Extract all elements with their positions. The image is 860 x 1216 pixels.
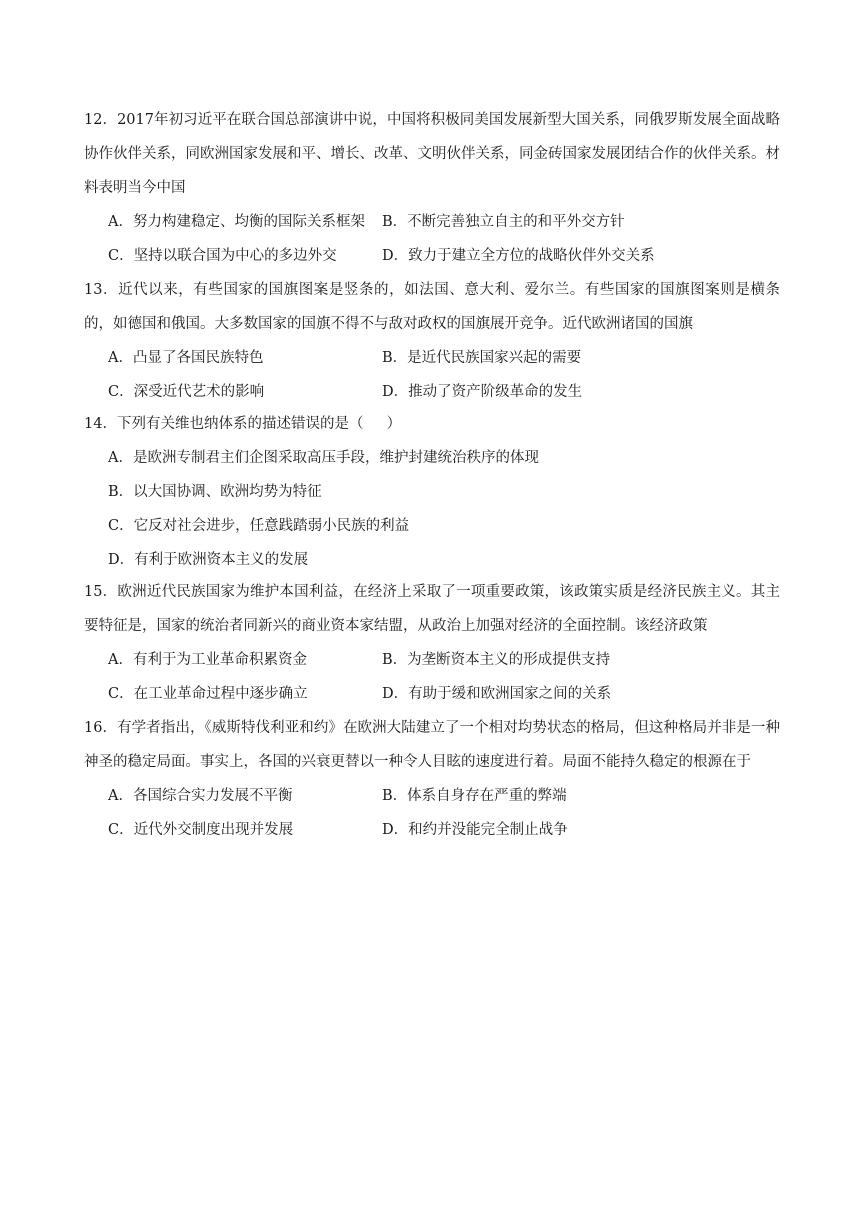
question-13: [84, 273, 780, 409]
question-stem: 13．近代以来，有些国家的国旗图案是竖条的，如法国、意大利、爱尔兰。有些国家的国旗图案则是横条的，如德国和俄国。大多数国家的国旗不得不与敌对政权的国旗展开竞争。近代欧洲诸国的国旗: [84, 282, 780, 332]
option-c: C．深受近代艺术的影响: [108, 384, 265, 400]
question-stem: 16．有学者指出，《威斯特伐利亚和约》在欧洲大陆建立了一个相对均势状态的格局，但这种格局并非是一种神圣的稳定局面。事实上，各国的兴衰更替以一种令人目眩的速度进行着。局面不能持久稳定的根源在于: [84, 720, 780, 770]
option-d: D．致力于建立全方位的战略伙伴外交关系: [382, 248, 655, 264]
options-row: [84, 543, 780, 577]
option-c: C．坚持以联合国为中心的多边外交: [108, 248, 337, 264]
question-12: [84, 103, 780, 273]
option-b: B．不断完善独立自主的和平外交方针: [382, 214, 625, 230]
option-b: B．为垄断资本主义的形成提供支持: [382, 652, 611, 668]
options-row: [84, 779, 780, 813]
option-a: A．各国综合实力发展不平衡: [108, 788, 293, 804]
option-b: B．是近代民族国家兴起的需要: [382, 350, 582, 366]
option-a: A．凸显了各国民族特色: [108, 350, 264, 366]
options-row: [84, 677, 780, 711]
option-a: A．努力构建稳定、均衡的国际关系框架: [108, 214, 365, 230]
question-stem: 15．欧洲近代民族国家为维护本国利益，在经济上采取了一项重要政策，该政策实质是经济民族主义。其主要特征是，国家的统治者同新兴的商业资本家结盟，从政治上加强对经济的全面控制。该经济政策: [84, 584, 780, 634]
options-row: [84, 341, 780, 375]
option-c: C．它反对社会进步，任意践踏弱小民族的利益: [108, 518, 410, 534]
option-a: A．是欧洲专制君主们企图采取高压手段，维护封建统治秩序的体现: [108, 450, 539, 466]
option-d: D．有利于欧洲资本主义的发展: [108, 552, 309, 568]
option-a: A．有利于为工业革命积累资金: [108, 652, 307, 668]
question-stem-close: ）: [386, 416, 402, 432]
option-c: C．近代外交制度出现并发展: [108, 822, 294, 838]
option-b: B．以大国协调、欧洲均势为特征: [108, 484, 322, 500]
question-16: [84, 711, 780, 847]
question-15: [84, 575, 780, 711]
options-row: [84, 509, 780, 543]
options-row: [84, 239, 780, 273]
options-row: [84, 475, 780, 509]
option-d: D．有助于缓和欧洲国家之间的关系: [382, 686, 612, 702]
option-d: D．推动了资产阶级革命的发生: [382, 384, 583, 400]
options-row: [84, 813, 780, 847]
options-row: [84, 375, 780, 409]
question-stem-text: 14．下列有关维也纳体系的描述错误的是（: [84, 416, 364, 432]
option-b: B．体系自身存在严重的弊端: [382, 788, 567, 804]
options-row: [84, 205, 780, 239]
option-d: D．和约并没能完全制止战争: [382, 822, 568, 838]
option-c: C．在工业革命过程中逐步确立: [108, 686, 308, 702]
question-stem: [84, 407, 780, 441]
options-row: [84, 441, 780, 475]
question-14: [84, 407, 780, 577]
options-row: [84, 643, 780, 677]
question-stem: 12．2017年初习近平在联合国总部演讲中说，中国将积极同美国发展新型大国关系，同俄罗斯发展全面战略协作伙伴关系，同欧洲国家发展和平、增长、改革、文明伙伴关系，同金砖国家发展团结合作的伙伴关系。材料表明当今中国: [84, 112, 780, 196]
